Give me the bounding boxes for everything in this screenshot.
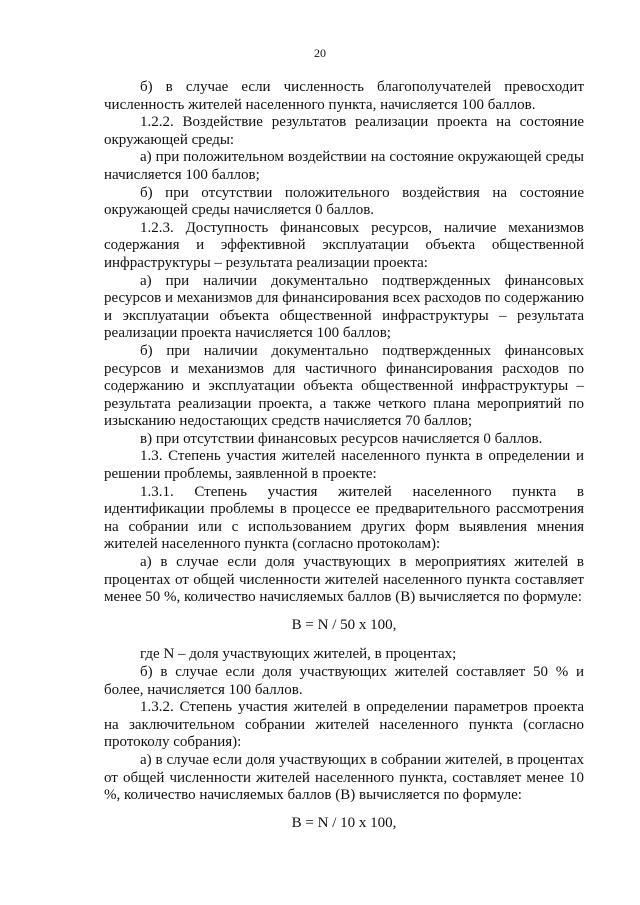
paragraph-1-3-1-a: а) в случае если доля участвующих в мероприятиях жителей в процентах от общей численности жителей населенного пункта составляет менее 50 %, количество начисляемых баллов (B) вычисляется по формуле: xyxy=(104,554,584,606)
document-body xyxy=(104,79,584,844)
paragraph-1-2-3-v: в) при отсутствии финансовых ресурсов начисляется 0 баллов. xyxy=(140,430,543,447)
paragraph-1-2-3-b: б) при наличии документально подтвержденных финансовых ресурсов и механизмов для частичного финансирования расходов по содержанию и эксплуатации объекта общественной инфраструктуры – результата реализации проекта, а также четкого плана мероприятий по изысканию недостающих средств начисляется 70 баллов; xyxy=(104,342,584,430)
paragraph-1-2-3-heading: 1.2.3. Доступность финансовых ресурсов, наличие механизмов содержания и эффективной эксплуатации объекта общественной инфраструктуры – результата реализации проекта: xyxy=(104,219,584,271)
paragraph-1-2-3-a: а) при наличии документально подтвержденных финансовых ресурсов и механизмов для финансирования всех расходов по содержанию и эксплуатации объекта общественной инфраструктуры – результата реализации проекта начисляется 100 баллов; xyxy=(104,272,584,342)
formula-1: B = N / 50 x 100, xyxy=(291,616,397,633)
paragraph-1b-beneficiaries: б) в случае если численность благополучателей превосходит численность жителей населенного пункта, начисляется 100 баллов. xyxy=(104,79,584,113)
paragraph-1-3-1-heading: 1.3.1. Степень участия жителей населенного пункта в идентификации проблемы в процессе ее предварительного рассмотрения на собрании или с использованием других форм выявления мнения жителей населенного пункта (согласно протоколам): xyxy=(104,483,584,553)
paragraph-1-3-heading: 1.3. Степень участия жителей населенного пункта в определении и решении проблемы, заявленной в проекте: xyxy=(104,448,584,483)
formula-2: B = N / 10 x 100, xyxy=(291,814,397,831)
paragraph-formula-1-where: где N – доля участвующих жителей, в процентах; xyxy=(140,646,457,663)
paragraph-1-2-2-heading: 1.2.2. Воздействие результатов реализации проекта на состояние окружающей среды: xyxy=(104,114,584,148)
page-number: 20 xyxy=(314,46,326,60)
paragraph-1-2-2-a: а) при положительном воздействии на состояние окружающей среды начисляется 100 баллов; xyxy=(104,149,584,183)
paragraph-1-3-2-heading: 1.3.2. Степень участия жителей в определении параметров проекта на заключительном собрании жителей населенного пункта (согласно протоколу собрания): xyxy=(104,699,584,751)
paragraph-1-3-2-a: а) в случае если доля участвующих в собрании жителей, в процентах от общей численности жителей населенного пункта, составляет менее 10 %, количество начисляемых баллов (B) вычисляется по формуле: xyxy=(104,751,584,804)
paragraph-1-2-2-b: б) при отсутствии положительного воздействия на состояние окружающей среды начисляется 0 баллов. xyxy=(104,184,584,219)
paragraph-1-3-1-b: б) в случае если доля участвующих жителей составляет 50 % и более, начисляется 100 баллов. xyxy=(104,664,584,698)
